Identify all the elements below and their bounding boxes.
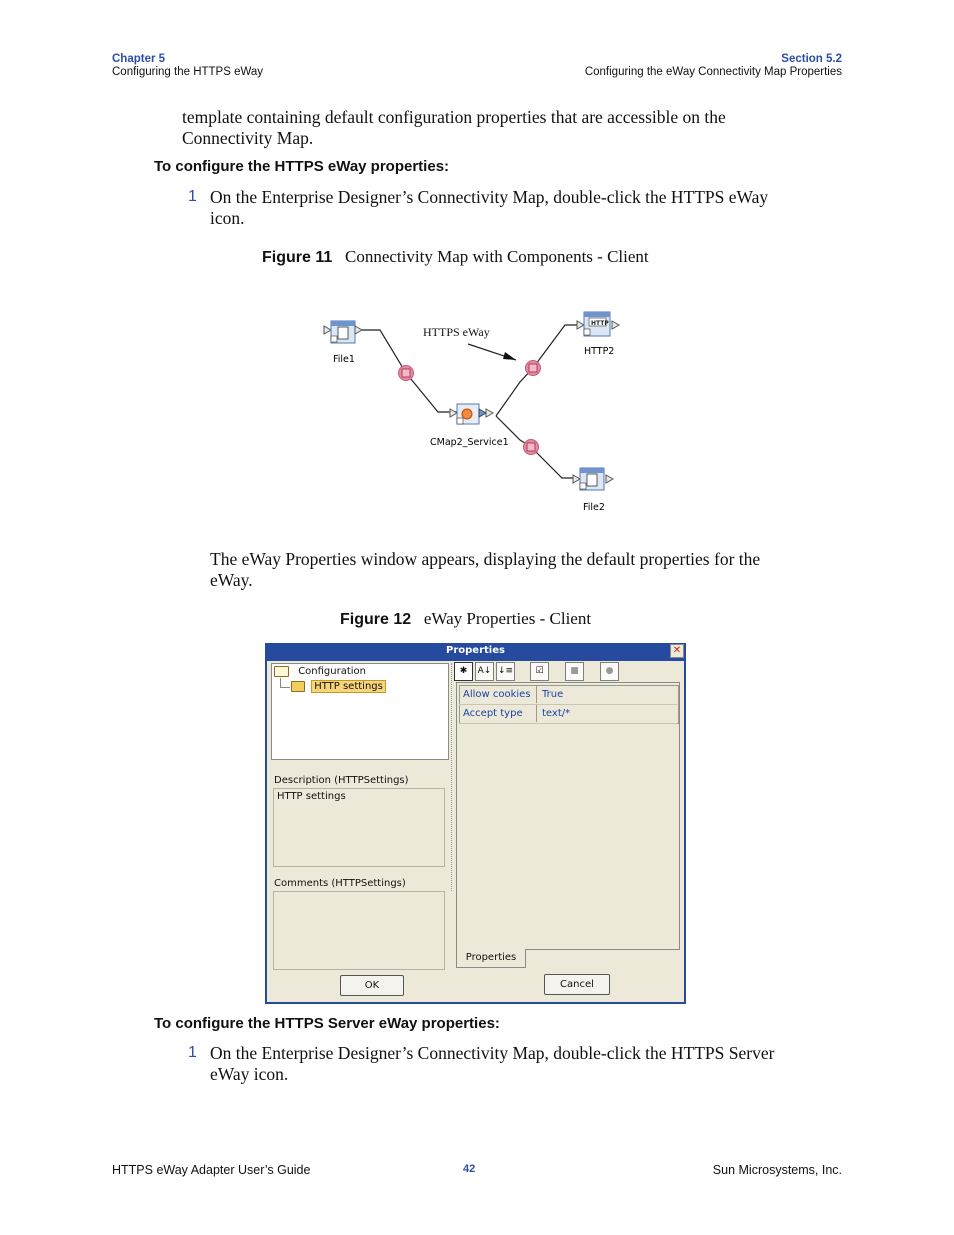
tree-child-label: HTTP settings: [311, 680, 386, 693]
figure-11-title: Connectivity Map with Components - Client: [345, 247, 649, 266]
expand-icon[interactable]: ✱: [454, 662, 473, 681]
sort-category-icon[interactable]: ↓≡: [496, 662, 515, 681]
property-row[interactable]: [459, 705, 677, 724]
file1-label: File1: [333, 354, 355, 365]
figure-12-label: Figure 12: [340, 611, 412, 628]
link-node-3[interactable]: [524, 440, 539, 455]
property-row[interactable]: [459, 686, 677, 705]
file2-label: File2: [583, 502, 605, 513]
intro-line-2: Connectivity Map.: [182, 128, 314, 148]
section-header: [585, 53, 842, 79]
window-title: Properties: [446, 645, 505, 656]
property-value[interactable]: True: [542, 689, 564, 700]
description-field[interactable]: [273, 788, 445, 867]
disabled-square-icon: ■: [565, 662, 584, 681]
http-icon-text: HTTP: [591, 320, 609, 327]
folder-icon: [291, 681, 305, 692]
section-title: Configuring the eWay Connectivity Map Properties: [584, 66, 842, 78]
tab-properties-label: Properties: [465, 952, 517, 963]
checklist-icon[interactable]: ☑: [530, 662, 549, 681]
http2-label: HTTP2: [584, 346, 615, 357]
chapter-label: Chapter 5: [112, 53, 166, 65]
service-label: CMap2_Service1: [430, 437, 509, 448]
comments-label: Comments (HTTPSettings): [274, 878, 406, 889]
step-text-1: [210, 187, 768, 229]
step-2-line-1: On the Enterprise Designer’s Connectivity Map, double-click the HTTPS Server: [210, 1043, 775, 1063]
configuration-tree: [271, 663, 449, 760]
footer-guide-title: HTTPS eWay Adapter User’s Guide: [112, 1163, 311, 1177]
figure-12-caption: [340, 609, 591, 629]
tree-root-label: Configuration: [298, 666, 367, 677]
properties-window-paragraph: [210, 549, 760, 591]
properties-window: [265, 643, 686, 1004]
comments-text: [274, 892, 444, 896]
step-text-2: [210, 1043, 774, 1085]
step-2-line-2: eWay icon.: [210, 1064, 289, 1084]
arrow-head: [503, 352, 516, 360]
service-node-icon[interactable]: [450, 404, 493, 424]
figure-11-label: Figure 11: [262, 249, 333, 266]
property-value[interactable]: text/*: [542, 708, 571, 719]
folder-open-icon: [274, 666, 289, 677]
window-title-bar[interactable]: [265, 643, 686, 659]
https-eway-annotation: HTTPS eWay: [423, 325, 490, 339]
procedure-heading-1: To configure the HTTPS eWay properties:: [154, 158, 450, 175]
http2-node-icon[interactable]: [577, 312, 619, 336]
file1-node-icon[interactable]: [324, 321, 362, 343]
connectivity-map: [300, 300, 640, 520]
description-label: Description (HTTPSettings): [274, 775, 409, 786]
after-fig-line-2: eWay.: [210, 570, 253, 590]
property-name: Accept type: [459, 705, 537, 722]
chapter-header: [112, 53, 263, 79]
step-1-line-1: On the Enterprise Designer’s Connectivity Map, double-click the HTTPS eWay: [210, 187, 769, 207]
panel-splitter[interactable]: [451, 663, 455, 891]
comments-field[interactable]: [273, 891, 445, 970]
chapter-title: Configuring the HTTPS eWay: [112, 66, 264, 78]
window-body: [267, 661, 684, 1002]
tree-root-item[interactable]: [274, 665, 366, 678]
after-fig-line-1: The eWay Properties window appears, displaying the default properties for the: [210, 549, 761, 569]
disabled-circle-icon: ●: [600, 662, 619, 681]
section-label: Section 5.2: [781, 53, 842, 65]
link-node-1[interactable]: [399, 366, 414, 381]
ok-button[interactable]: OK: [340, 975, 404, 996]
property-name: Allow cookies: [459, 686, 537, 703]
figure-12-title: eWay Properties - Client: [423, 609, 592, 628]
tree-child-item[interactable]: [291, 680, 386, 693]
cancel-button[interactable]: Cancel: [544, 974, 610, 995]
tab-properties[interactable]: [456, 949, 526, 968]
step-1-line-2: icon.: [210, 208, 245, 228]
intro-paragraph: [182, 107, 726, 149]
footer-company: Sun Microsystems, Inc.: [712, 1163, 842, 1177]
https-eway-link-node[interactable]: [526, 361, 541, 376]
description-text: HTTP settings: [277, 791, 346, 802]
file2-node-icon[interactable]: [573, 468, 613, 490]
figure-11-caption: [262, 247, 649, 267]
close-icon[interactable]: ✕: [670, 644, 684, 658]
procedure-heading-2: To configure the HTTPS Server eWay properties:: [154, 1015, 500, 1032]
footer-page-number: 42: [463, 1163, 476, 1175]
step-number-2: 1: [188, 1044, 197, 1061]
intro-line-1: template containing default configuration properties that are accessible on the: [182, 107, 726, 127]
sort-az-icon[interactable]: A↓: [475, 662, 494, 681]
step-number-1: 1: [188, 188, 197, 205]
tree-connector: [280, 678, 290, 688]
